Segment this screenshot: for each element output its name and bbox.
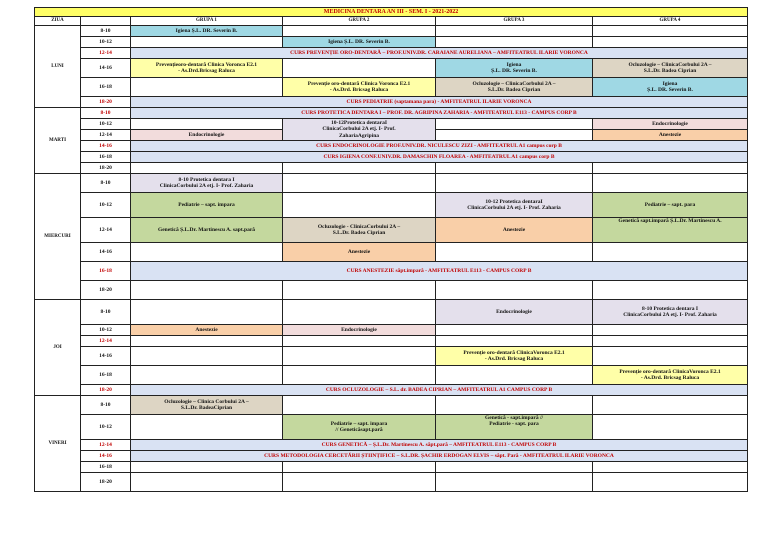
page-title: MEDICINA DENTARA AN III - SEM. I - 2021-2022 [35,8,748,17]
empty-slot [436,119,593,130]
empty-slot [436,243,593,262]
empty-slot [283,193,436,218]
class-session: Igiena Ș.L. DR. Severin B. [131,26,283,37]
class-session: Ocluzologie - ClinicaCorbului 2A – S.L.Dr. Badea Ciprian [283,218,436,243]
class-session: Genetică sapt.impară Ș.L.Dr. Martinescu A. [593,218,748,243]
hour-slot: 10-12 [81,325,131,336]
empty-slot [283,281,436,300]
class-session: Ocluzologie – ClinicaCorbului 2A – S.L.Dr. Badea Ciprian [593,59,748,78]
schedule-row [35,26,748,37]
class-session: 10-12 Protetica dentaraI ClinicaCorbului 2A etj. I- Prof. Zaharia [436,193,593,218]
schedule-row [35,300,748,325]
schedule-row [35,451,748,462]
day-label: MARTI [35,108,81,174]
empty-slot [593,174,748,193]
schedule-row [35,366,748,385]
class-session: Igiena Ș.L. DR. Severin B. [593,78,748,97]
schedule-row [35,193,748,218]
empty-slot [131,243,283,262]
empty-slot [283,336,436,347]
course-lecture: CURS GENETICĂ – Ș.L.Dr. Martinescu A. săpt.pară – AMFITEATRUL E113 - CAMPUS CORP B [131,440,748,451]
empty-slot [436,130,593,141]
empty-slot [436,366,593,385]
hour-slot: 8-10 [81,174,131,193]
empty-slot [131,347,283,366]
course-lecture: CURS IGIENA CONF.UNIV.DR. DAMASCHIN FLOAREA - AMFITEATRUL A1 campus corp B [131,152,748,163]
hour-slot: 12-14 [81,218,131,243]
class-session: Genetică - sapt.impară // Pediatrie - sapt. para [436,415,593,440]
empty-slot [131,473,283,492]
empty-slot [283,462,436,473]
schedule-row [35,152,748,163]
schedule-row [35,440,748,451]
empty-slot [436,325,593,336]
empty-slot [131,366,283,385]
class-session: Pediatrie – sapt. impara // Geneticăsapt.pară [283,415,436,440]
empty-slot [593,396,748,415]
empty-slot [593,281,748,300]
empty-slot [436,336,593,347]
empty-slot [593,415,748,440]
empty-slot [593,347,748,366]
hour-slot: 8-10 [81,300,131,325]
hour-slot: 16-18 [81,152,131,163]
hour-slot: 12-14 [81,440,131,451]
empty-slot [436,174,593,193]
schedule-row [35,347,748,366]
class-session: 8-10 Protetica dentara I ClinicaCorbului 2A etj. I- Prof. Zaharia [593,300,748,325]
empty-slot [283,59,436,78]
day-label: LUNI [35,26,81,108]
class-session: Prevenție oro-dentară ClinicaVoronca E2.1 - As.Drd. Bricsag Raluca [593,366,748,385]
empty-slot [283,300,436,325]
header-day: ZIUA [35,17,81,26]
empty-slot [436,281,593,300]
hour-slot: 12-14 [81,130,131,141]
course-lecture: CURS PROTETICA DENTARA I – PROF. DR. AGRIPINA ZAHARIA - AMFITEATRUL E113 - CAMPUS CORP B [131,108,748,119]
empty-slot [283,396,436,415]
class-session: Endocrinologie [131,130,283,141]
empty-slot [593,163,748,174]
hour-slot: 10-12 [81,119,131,130]
schedule-row [35,262,748,281]
class-session: Genetică Ș.L.Dr. Martinescu A. sapt.pară [131,218,283,243]
schedule-row [35,218,748,243]
class-session: 10-12Protetica dentaraI ClinicaCorbului 2A etj. I- Prof. ZahariaAgripina [283,119,436,141]
hour-slot: 10-12 [81,415,131,440]
class-session: Endocrinologie [593,119,748,130]
schedule-row [35,108,748,119]
empty-slot [593,243,748,262]
empty-slot [283,163,436,174]
empty-slot [131,415,283,440]
schedule-row [35,59,748,78]
empty-slot [436,462,593,473]
class-session: Endocrinologie [283,325,436,336]
class-session: Pediatrie – sapt. para [593,193,748,218]
empty-slot [283,26,436,37]
schedule-row [35,473,748,492]
day-label: MIERCURI [35,174,81,300]
header-hour [81,17,131,26]
empty-slot [436,26,593,37]
schedule-row [35,325,748,336]
class-session: Anestezie [283,243,436,262]
class-session: Igiena Ș.L. DR. Severin B. [436,59,593,78]
course-lecture: CURS OCLUZOLOGIE – S.L. dr. BADEA CIPRIAN – AMFITEATRUL A1 CAMPUS CORP B [131,385,748,396]
hour-slot: 14-16 [81,347,131,366]
empty-slot [131,462,283,473]
hour-slot: 16-18 [81,366,131,385]
empty-slot [283,473,436,492]
class-session: Igiena Ș.L. DR. Severin B. [283,37,436,48]
empty-slot [131,163,283,174]
hour-slot: 8-10 [81,26,131,37]
hour-slot: 14-16 [81,243,131,262]
hour-slot: 14-16 [81,141,131,152]
hour-slot: 18-20 [81,97,131,108]
schedule-row [35,385,748,396]
schedule-row [35,243,748,262]
schedule-row [35,97,748,108]
class-session: Pediatrie – sapt. impara [131,193,283,218]
schedule-row [35,396,748,415]
timetable-sheet [34,7,748,492]
timetable [34,7,748,492]
empty-slot [283,366,436,385]
hour-slot: 12-14 [81,336,131,347]
class-session: Prevenție oro-dentară Clinica Voronca E2.1 - As.Drd. Bricsag Raluca [283,78,436,97]
empty-slot [593,26,748,37]
header-group-4: GRUPA 4 [593,17,748,26]
header-group-3: GRUPA 3 [436,17,593,26]
hour-slot: 8-10 [81,396,131,415]
schedule-row [35,141,748,152]
class-session: Prevenție oro-dentară ClinicaVoronca E2.1 - As.Drd. Bricsag Raluca [436,347,593,366]
hour-slot: 10-12 [81,37,131,48]
empty-slot [593,462,748,473]
empty-slot [131,336,283,347]
title-row [35,8,748,17]
hour-slot: 16-18 [81,462,131,473]
hour-slot: 14-16 [81,451,131,462]
day-label: VINERI [35,396,81,492]
empty-slot [131,281,283,300]
hour-slot: 12-14 [81,48,131,59]
course-lecture: CURS PREVENȚIE ORO-DENTARĂ – PROF.UNIV.DR. CARAIANE AURELIANA – AMFITEATRUL ILARIE VORONCA [131,48,748,59]
hour-slot: 18-20 [81,281,131,300]
class-session: Endocrinologie [436,300,593,325]
course-lecture: CURS ENDOCRINOLOGIE PROF.UNIV.DR. NICULESCU ZIZI - AMFITEATRUL A1 campus corp B [131,141,748,152]
schedule-row [35,281,748,300]
empty-slot [283,347,436,366]
hour-slot: 8-10 [81,108,131,119]
day-label: JOI [35,300,81,396]
schedule-row [35,48,748,59]
schedule-row [35,119,748,130]
empty-slot [593,336,748,347]
empty-slot [131,119,283,130]
header-group-1: GRUPA 1 [131,17,283,26]
hour-slot: 18-20 [81,163,131,174]
empty-slot [131,37,283,48]
class-session: Anestezie [593,130,748,141]
hour-slot: 18-20 [81,385,131,396]
header-row [35,17,748,26]
schedule-row [35,78,748,97]
course-lecture: CURS METODOLOGIA CERCETĂRII ȘTIINȚIFICE – S.L.DR. ȘACHIR ERDOGAN ELVIS – săpt. Pară - AMFITEATRUL ILARIE VORONCA [131,451,748,462]
schedule-row [35,462,748,473]
hour-slot: 10-12 [81,193,131,218]
schedule-row [35,163,748,174]
empty-slot [436,396,593,415]
header-group-2: GRUPA 2 [283,17,436,26]
schedule-row [35,37,748,48]
class-session: Anestezie [131,325,283,336]
empty-slot [436,163,593,174]
class-session: 8-10 Protetica dentara I ClinicaCorbului 2A etj. I- Prof. Zaharia [131,174,283,193]
course-lecture: CURS PEDIATRIE (saptamana para) - AMFITEATRUL ILARIE VORONCA [131,97,748,108]
class-session: Prevențieoro-dentară Clinica Voronca E2.1 - As.Drd.Bricsag Raluca [131,59,283,78]
empty-slot [283,174,436,193]
empty-slot [593,473,748,492]
schedule-row [35,415,748,440]
empty-slot [436,37,593,48]
schedule-row [35,174,748,193]
class-session: Ocluzologie – Clinica Corbului 2A – S.L.Dr. BadeaCiprian [131,396,283,415]
class-session: Anestezie [436,218,593,243]
empty-slot [131,300,283,325]
hour-slot: 16-18 [81,262,131,281]
empty-slot [593,37,748,48]
schedule-row [35,336,748,347]
hour-slot: 14-16 [81,59,131,78]
class-session: Ocluzologie – ClinicaCorbului 2A – S.L.Dr. Badea Ciprian [436,78,593,97]
course-lecture: CURS ANESTEZIE săpt.impară - AMFITEATRUL E113 - CAMPUS CORP B [131,262,748,281]
hour-slot: 18-20 [81,473,131,492]
empty-slot [131,78,283,97]
empty-slot [436,473,593,492]
hour-slot: 16-18 [81,78,131,97]
empty-slot [593,325,748,336]
